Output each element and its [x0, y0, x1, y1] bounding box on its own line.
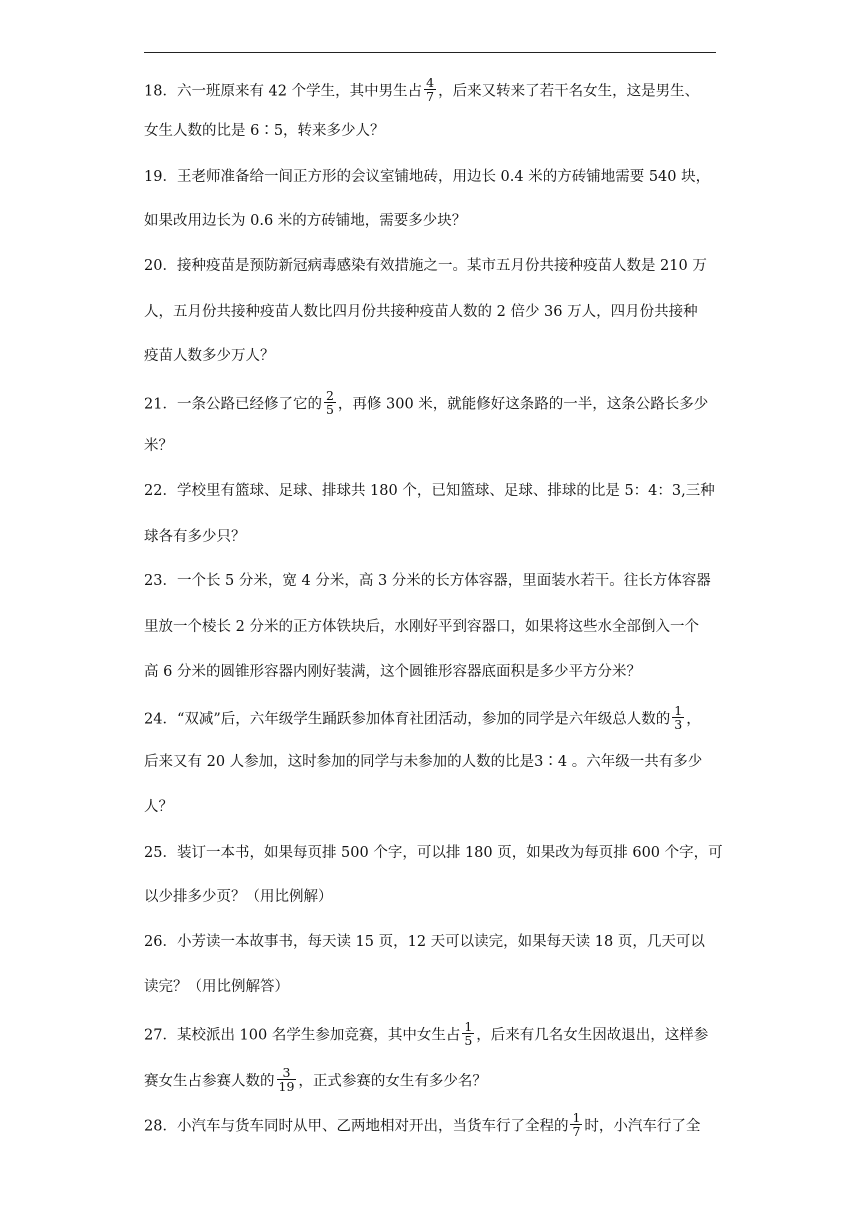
text-segment: 22．学校里有篮球、足球、排球共 180 个，已知篮球、足球、排球的比是 5：4：3,三种: [144, 483, 715, 499]
problem-22-line: [144, 527, 246, 547]
text-segment: 21．一条公路已经修了它的: [144, 396, 322, 413]
problem-28-line: [144, 1110, 701, 1140]
text-segment: 米？: [144, 438, 173, 454]
problem-24-line: [144, 752, 702, 772]
text-segment: ，后来又转来了若干名女生，这是男生、: [438, 83, 700, 100]
fraction: [672, 704, 684, 731]
text-segment: 23．一个长 5 分米，宽 4 分米，高 3 分米的长方体容器，里面装水若干。往长方体容器: [144, 573, 711, 589]
problem-26-line: [144, 932, 705, 952]
fraction-numerator: 1: [674, 703, 683, 718]
problem-27-line: [144, 1019, 709, 1049]
fraction-denominator: 7: [572, 1124, 581, 1139]
fraction-denominator: 3: [674, 717, 683, 732]
text-segment: 27．某校派出 100 名学生参加竞赛，其中女生占: [144, 1027, 461, 1044]
problem-21-line: [144, 436, 173, 456]
text-segment: 高 6 分米的圆锥形容器内刚好装满，这个圆锥形容器底面积是多少平方分米？: [144, 664, 641, 680]
text-segment: ，正式参赛的女生有多少名？: [298, 1073, 487, 1090]
text-segment: ，: [686, 711, 701, 728]
fraction: [424, 76, 436, 103]
text-segment: 18．六一班原来有 42 个学生，其中男生占: [144, 83, 423, 100]
problem-25-line: [144, 887, 333, 907]
problem-23-line: [144, 662, 641, 682]
text-segment: 时，小汽车行了全: [584, 1118, 701, 1135]
text-segment: 人，五月份共接种疫苗人数比四月份共接种疫苗人数的 2 倍少 36 万人，四月份共接种: [144, 304, 698, 320]
text-segment: 球各有多少只？: [144, 529, 246, 545]
text-segment: 里放一个棱长 2 分米的正方体铁块后，水刚好平到容器口，如果将这些水全部倒入一个: [144, 619, 699, 635]
problem-24-line: [144, 703, 701, 733]
fraction: [277, 1066, 297, 1093]
text-segment: 以少排多少页？（用比例解）: [144, 889, 333, 905]
header-rule: [144, 52, 716, 53]
text-segment: 赛女生占参赛人数的: [144, 1073, 275, 1090]
fraction-denominator: 5: [325, 402, 334, 417]
problem-19-line: [144, 167, 710, 187]
fraction-numerator: 4: [426, 75, 435, 90]
fraction-numerator: 3: [277, 1066, 297, 1080]
problem-19-line: [144, 211, 466, 231]
text-segment: ，再修 300 米，就能修好这条路的一半，这条公路长多少: [337, 396, 709, 413]
problem-27-line: [144, 1065, 487, 1095]
problem-24-line: [144, 797, 173, 817]
problem-20-line: [144, 346, 275, 366]
problem-20-line: [144, 302, 698, 322]
text-segment: 后来又有 20 人参加，这时参加的同学与未参加的人数的比是3∶4 。六年级一共有多少: [144, 754, 703, 770]
text-segment: 疫苗人数多少万人？: [144, 348, 275, 364]
text-segment: 人？: [144, 799, 173, 815]
fraction-numerator: 2: [325, 388, 334, 403]
problem-18-line: [144, 121, 385, 141]
text-segment: 26．小芳读一本故事书，每天读 15 页，12 天可以读完，如果每天读 18 页，几天可以: [144, 934, 705, 950]
text-segment: 读完？（用比例解答）: [144, 979, 289, 995]
problem-20-line: [144, 256, 707, 276]
text-segment: 24．“双减”后，六年级学生踊跃参加体育社团活动，参加的同学是六年级总人数的: [144, 711, 671, 728]
text-segment: 28．小汽车与货车同时从甲、乙两地相对开出，当货车行了全程的: [144, 1118, 569, 1135]
text-segment: 20．接种疫苗是预防新冠病毒感染有效措施之一。某市五月份共接种疫苗人数是 210 万: [144, 258, 707, 274]
text-segment: 女生人数的比是 6∶5，转来多少人？: [144, 123, 385, 139]
fraction-denominator: 7: [426, 89, 435, 104]
fraction-numerator: 1: [464, 1019, 473, 1034]
fraction: [462, 1020, 474, 1047]
problem-21-line: [144, 388, 709, 418]
fraction: [324, 389, 336, 416]
problem-23-line: [144, 571, 711, 591]
problem-26-line: [144, 977, 289, 997]
text-segment: 19．王老师准备给一间正方形的会议室铺地砖，用边长 0.4 米的方砖铺地需要 540 块，: [144, 169, 711, 185]
text-segment: ，后来有几名女生因故退出，这样参: [476, 1027, 709, 1044]
problem-22-line: [144, 481, 715, 501]
text-segment: 25．装订一本书，如果每页排 500 个字，可以排 180 页，如果改为每页排 600 个字，可: [144, 845, 723, 861]
fraction-denominator: 19: [278, 1079, 295, 1094]
fraction-denominator: 5: [464, 1033, 473, 1048]
fraction: [570, 1111, 582, 1138]
problem-25-line: [144, 843, 723, 863]
text-segment: 如果改用边长为 0.6 米的方砖铺地，需要多少块？: [144, 213, 467, 229]
problem-23-line: [144, 617, 699, 637]
problem-18-line: [144, 75, 700, 105]
fraction-numerator: 1: [572, 1110, 581, 1125]
